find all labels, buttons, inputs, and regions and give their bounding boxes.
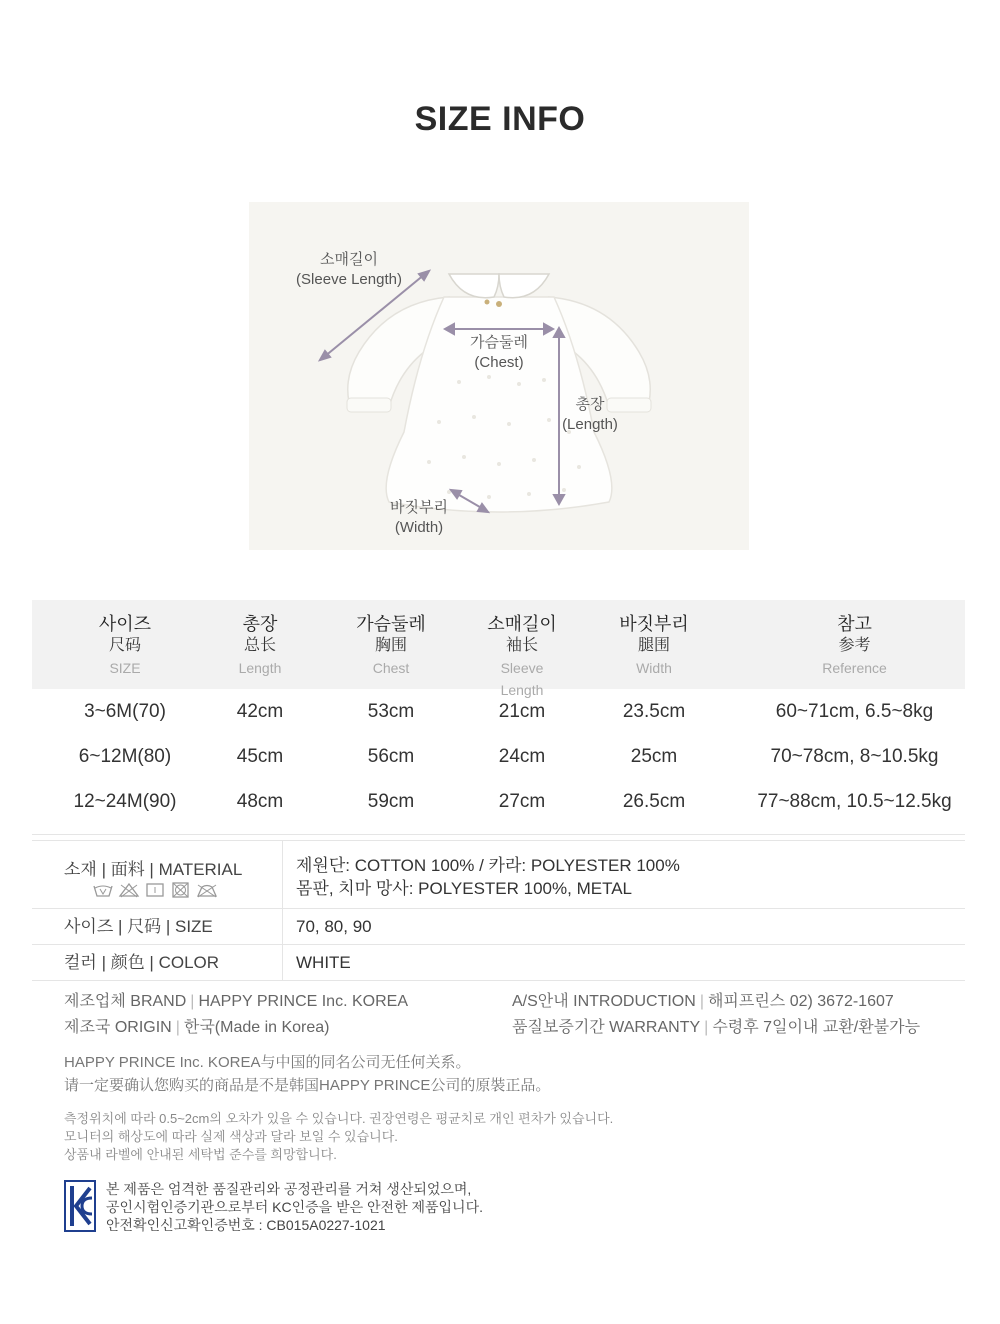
origin-info: 제조국 ORIGIN | 한국(Made in Korea) (64, 1019, 330, 1036)
no-bleach-icon (118, 882, 140, 898)
chest-label-ko: 가슴둘레 (470, 334, 528, 351)
cell-chest: 53cm (367, 700, 415, 722)
care-symbols (64, 882, 282, 898)
cell-size: 6~12M(80) (78, 745, 172, 767)
size-table (32, 600, 965, 824)
header-length: 총장 总长 Length (238, 614, 282, 676)
as-value: 해피프린스 02) 3672-1607 (707, 993, 894, 1010)
color-row (32, 945, 965, 981)
note-line-1: 측정위치에 따라 0.5~2cm의 오차가 있을 수 있습니다. 권장연령은 평균치로 개인 편차가 있습니다. (64, 1111, 614, 1126)
header-reference: 참고 参考 Reference (822, 614, 887, 676)
table-row (32, 779, 965, 824)
as-label: A/S안내 INTRODUCTION (512, 993, 696, 1010)
length-label (545, 395, 635, 435)
divider (32, 834, 965, 835)
cell-chest: 59cm (367, 790, 415, 812)
cell-length: 48cm (236, 790, 284, 812)
cell-size: 12~24M(90) (73, 790, 177, 812)
header-width: 바짓부리 腿围 Width (619, 614, 689, 676)
product-photo (249, 202, 749, 550)
china-notice-line-1: HAPPY PRINCE Inc. KOREA与中国的同名公司无任何关系。 (64, 1054, 471, 1071)
color-value: WHITE (296, 952, 351, 972)
hand-wash-icon (92, 882, 114, 898)
origin-label: 제조국 ORIGIN (64, 1019, 172, 1036)
product-info-table (32, 840, 965, 981)
cell-width: 23.5cm (622, 700, 686, 722)
material-line-2: 몸판, 치마 망사: POLYESTER 100%, METAL (296, 879, 632, 898)
sleeve-label-en: (Sleeve Length) (296, 271, 402, 288)
kc-mark-icon (64, 1180, 96, 1232)
header-sleeve: 소매길이 袖长 Sleeve Length (487, 614, 557, 698)
length-label-ko: 총장 (575, 396, 605, 413)
sleeve-label-ko: 소매길이 (320, 251, 378, 268)
size-label: 사이즈 | 尺码 | SIZE (32, 909, 283, 944)
cell-sleeve: 24cm (498, 745, 546, 767)
width-label-ko: 바짓부리 (390, 499, 448, 516)
as-info: A/S안내 INTRODUCTION | 해피프린스 02) 3672-1607 (512, 993, 894, 1010)
brand-info: 제조업체 BRAND | HAPPY PRINCE Inc. KOREA (64, 993, 408, 1010)
cell-length: 45cm (236, 745, 284, 767)
page-title: SIZE INFO (414, 100, 586, 138)
warranty-value: 수령후 7일이내 교환/환불가능 (712, 1019, 921, 1036)
warranty-info: 품질보증기간 WARRANTY | 수령후 7일이내 교환/환불가능 (512, 1019, 921, 1036)
note-line-3: 상품내 라벨에 안내된 세탁법 준수를 희망합니다. (64, 1147, 337, 1162)
header-chest: 가슴둘레 胸围 Chest (356, 614, 426, 676)
cell-reference: 77~88cm, 10.5~12.5kg (757, 790, 952, 812)
material-line-1: 제원단: COTTON 100% / 카라: POLYESTER 100% (296, 856, 680, 875)
color-label: 컬러 | 颜色 | COLOR (32, 945, 283, 980)
header-size: 사이즈 尺码 SIZE (98, 614, 152, 676)
chest-label (449, 333, 549, 373)
cell-size: 3~6M(70) (84, 700, 166, 722)
material-label: 소재 | 面料 | MATERIAL (64, 860, 243, 879)
material-value (283, 841, 965, 908)
size-row (32, 909, 965, 945)
cell-length: 42cm (236, 700, 284, 722)
kc-line-1: 본 제품은 엄격한 품질관리와 공정관리를 거쳐 생산되었으며, (106, 1181, 472, 1197)
kc-certification (64, 1180, 483, 1234)
cell-sleeve: 21cm (498, 700, 546, 722)
cell-reference: 70~78cm, 8~10.5kg (770, 745, 939, 767)
warranty-label: 품질보증기간 WARRANTY (512, 1019, 701, 1036)
length-label-en: (Length) (562, 416, 618, 433)
width-label-en: (Width) (394, 519, 444, 536)
cell-reference: 60~71cm, 6.5~8kg (775, 700, 934, 722)
sleeve-label (279, 250, 419, 290)
note-line-2: 모니터의 해상도에 따라 실제 색상과 달라 보일 수 있습니다. (64, 1129, 398, 1144)
kc-line-3: 안전확인신고확인증번호 : CB015A0227-1021 (106, 1217, 386, 1233)
material-row (32, 841, 965, 909)
origin-value: 한국(Made in Korea) (183, 1019, 330, 1036)
table-row (32, 734, 965, 779)
chest-label-en: (Chest) (474, 354, 524, 371)
size-table-header (32, 600, 965, 698)
china-notice (64, 1051, 550, 1097)
width-label (374, 498, 464, 538)
material-label-cell (32, 841, 283, 908)
brand-value: HAPPY PRINCE Inc. KOREA (198, 993, 408, 1010)
no-dry-clean-icon (196, 882, 218, 898)
iron-icon (144, 882, 166, 898)
cell-width: 25cm (630, 745, 678, 767)
kc-text (106, 1180, 483, 1234)
cell-sleeve: 27cm (498, 790, 546, 812)
kc-line-2: 공인시험인증기관으로부터 KC인증을 받은 안전한 제품입니다. (106, 1199, 483, 1215)
size-value: 70, 80, 90 (296, 916, 372, 936)
disclaimer-notes (64, 1110, 613, 1164)
cell-chest: 56cm (367, 745, 415, 767)
no-tumble-dry-icon (170, 882, 192, 898)
brand-label: 제조업체 BRAND (64, 993, 187, 1010)
china-notice-line-2: 请一定要确认您购买的商品是不是韩国HAPPY PRINCE公司的原裝正品。 (64, 1077, 551, 1094)
cell-width: 26.5cm (622, 790, 686, 812)
